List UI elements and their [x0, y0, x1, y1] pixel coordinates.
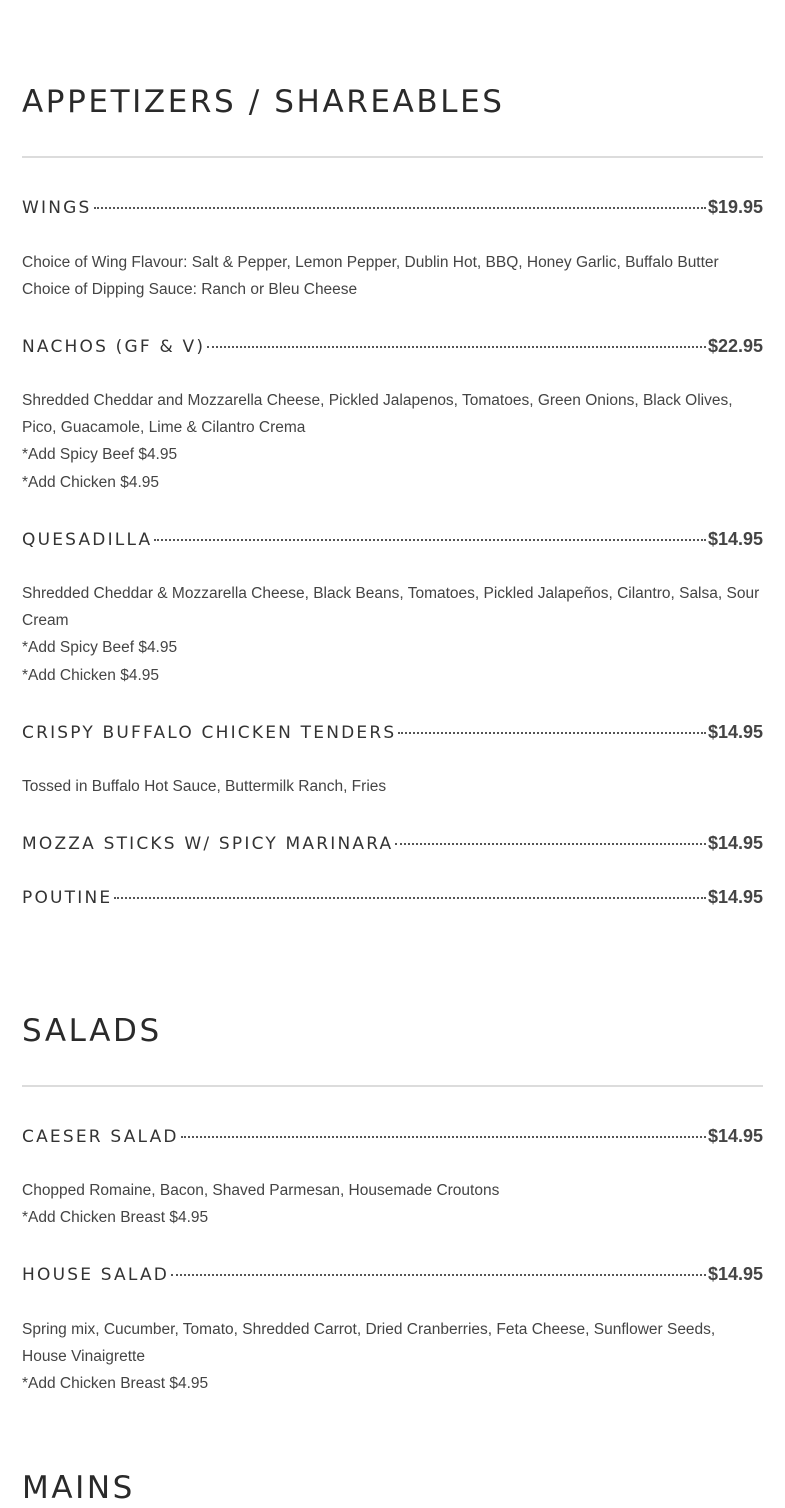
dotted-leader — [171, 1274, 706, 1276]
item-name: CRISPY BUFFALO CHICKEN TENDERS — [22, 723, 397, 743]
menu-item-poutine — [22, 882, 763, 912]
item-header — [22, 882, 763, 912]
item-name: WINGS — [22, 198, 92, 218]
section-title: SALADS — [22, 1013, 162, 1049]
item-price: $14.95 — [707, 529, 763, 549]
menu-item-quesadilla — [22, 524, 763, 689]
dotted-leader — [94, 207, 706, 209]
menu-item-mozza-sticks — [22, 828, 763, 858]
item-header — [22, 192, 763, 222]
menu-item-house-salad — [22, 1259, 763, 1398]
item-price: $14.95 — [707, 833, 763, 853]
item-header — [22, 1121, 763, 1151]
item-header — [22, 828, 763, 858]
section-title: MAINS — [22, 1470, 135, 1506]
description-line: *Add Chicken Breast $4.95 — [22, 1209, 209, 1227]
item-name: NACHOS (GF & V) — [22, 337, 206, 357]
item-price: $19.95 — [707, 197, 763, 217]
description-line: Chopped Romaine, Bacon, Shaved Parmesan, Housemade Croutons — [22, 1182, 500, 1199]
description-line: Tossed in Buffalo Hot Sauce, Buttermilk Ranch, Fries — [22, 778, 387, 795]
item-header — [22, 331, 763, 361]
item-name: CAESER SALAD — [22, 1127, 179, 1147]
description-line: *Add Spicy Beef $4.95 — [22, 639, 178, 657]
item-name: POUTINE — [22, 888, 113, 908]
item-description — [22, 773, 763, 800]
description-line: Choice of Wing Flavour: Salt & Pepper, Lemon Pepper, Dublin Hot, BBQ, Honey Garlic, Buffalo Butter — [22, 254, 719, 271]
menu-item-wings — [22, 192, 763, 303]
description-line: *Add Chicken $4.95 — [22, 473, 160, 491]
item-price: $14.95 — [707, 1264, 763, 1284]
item-name: MOZZA STICKS W/ SPICY MARINARA — [22, 834, 394, 854]
item-description — [22, 580, 763, 689]
item-description — [22, 1177, 763, 1231]
description-line: Shredded Cheddar & Mozzarella Cheese, Black Beans, Tomatoes, Pickled Jalapeños, Cilantro, Salsa, Sour Cream — [22, 585, 760, 630]
item-price: $14.95 — [707, 1126, 763, 1146]
section-title: APPETIZERS / SHAREABLES — [22, 84, 505, 120]
description-line: *Add Chicken $4.95 — [22, 666, 160, 684]
menu-item-caeser-salad — [22, 1121, 763, 1231]
item-price: $22.95 — [707, 336, 763, 356]
dotted-leader — [154, 539, 706, 541]
item-description — [22, 387, 763, 496]
menu-item-buffalo-tenders — [22, 717, 763, 800]
section-divider — [22, 1085, 763, 1087]
item-description — [22, 1316, 763, 1398]
item-name: HOUSE SALAD — [22, 1265, 170, 1285]
item-price: $14.95 — [707, 722, 763, 742]
dotted-leader — [114, 897, 706, 899]
description-line: Shredded Cheddar and Mozzarella Cheese, Pickled Jalapenos, Tomatoes, Green Onions, Black Olives, Pico, Guacamole, Lime & Cilantro Crema — [22, 392, 733, 437]
item-header — [22, 524, 763, 554]
description-line: *Add Chicken Breast $4.95 — [22, 1375, 209, 1393]
dotted-leader — [181, 1136, 706, 1138]
dotted-leader — [398, 732, 706, 734]
menu-item-nachos — [22, 331, 763, 496]
dotted-leader — [395, 843, 706, 845]
item-description — [22, 249, 763, 303]
description-line: Choice of Dipping Sauce: Ranch or Bleu Cheese — [22, 281, 358, 299]
item-name: QUESADILLA — [22, 530, 153, 550]
description-line: *Add Spicy Beef $4.95 — [22, 446, 178, 464]
item-header — [22, 717, 763, 747]
item-price: $14.95 — [707, 887, 763, 907]
item-header — [22, 1259, 763, 1289]
section-divider — [22, 156, 763, 158]
description-line: Spring mix, Cucumber, Tomato, Shredded Carrot, Dried Cranberries, Feta Cheese, Sunflower Seeds, House Vinaigrette — [22, 1321, 716, 1366]
dotted-leader — [207, 346, 706, 348]
